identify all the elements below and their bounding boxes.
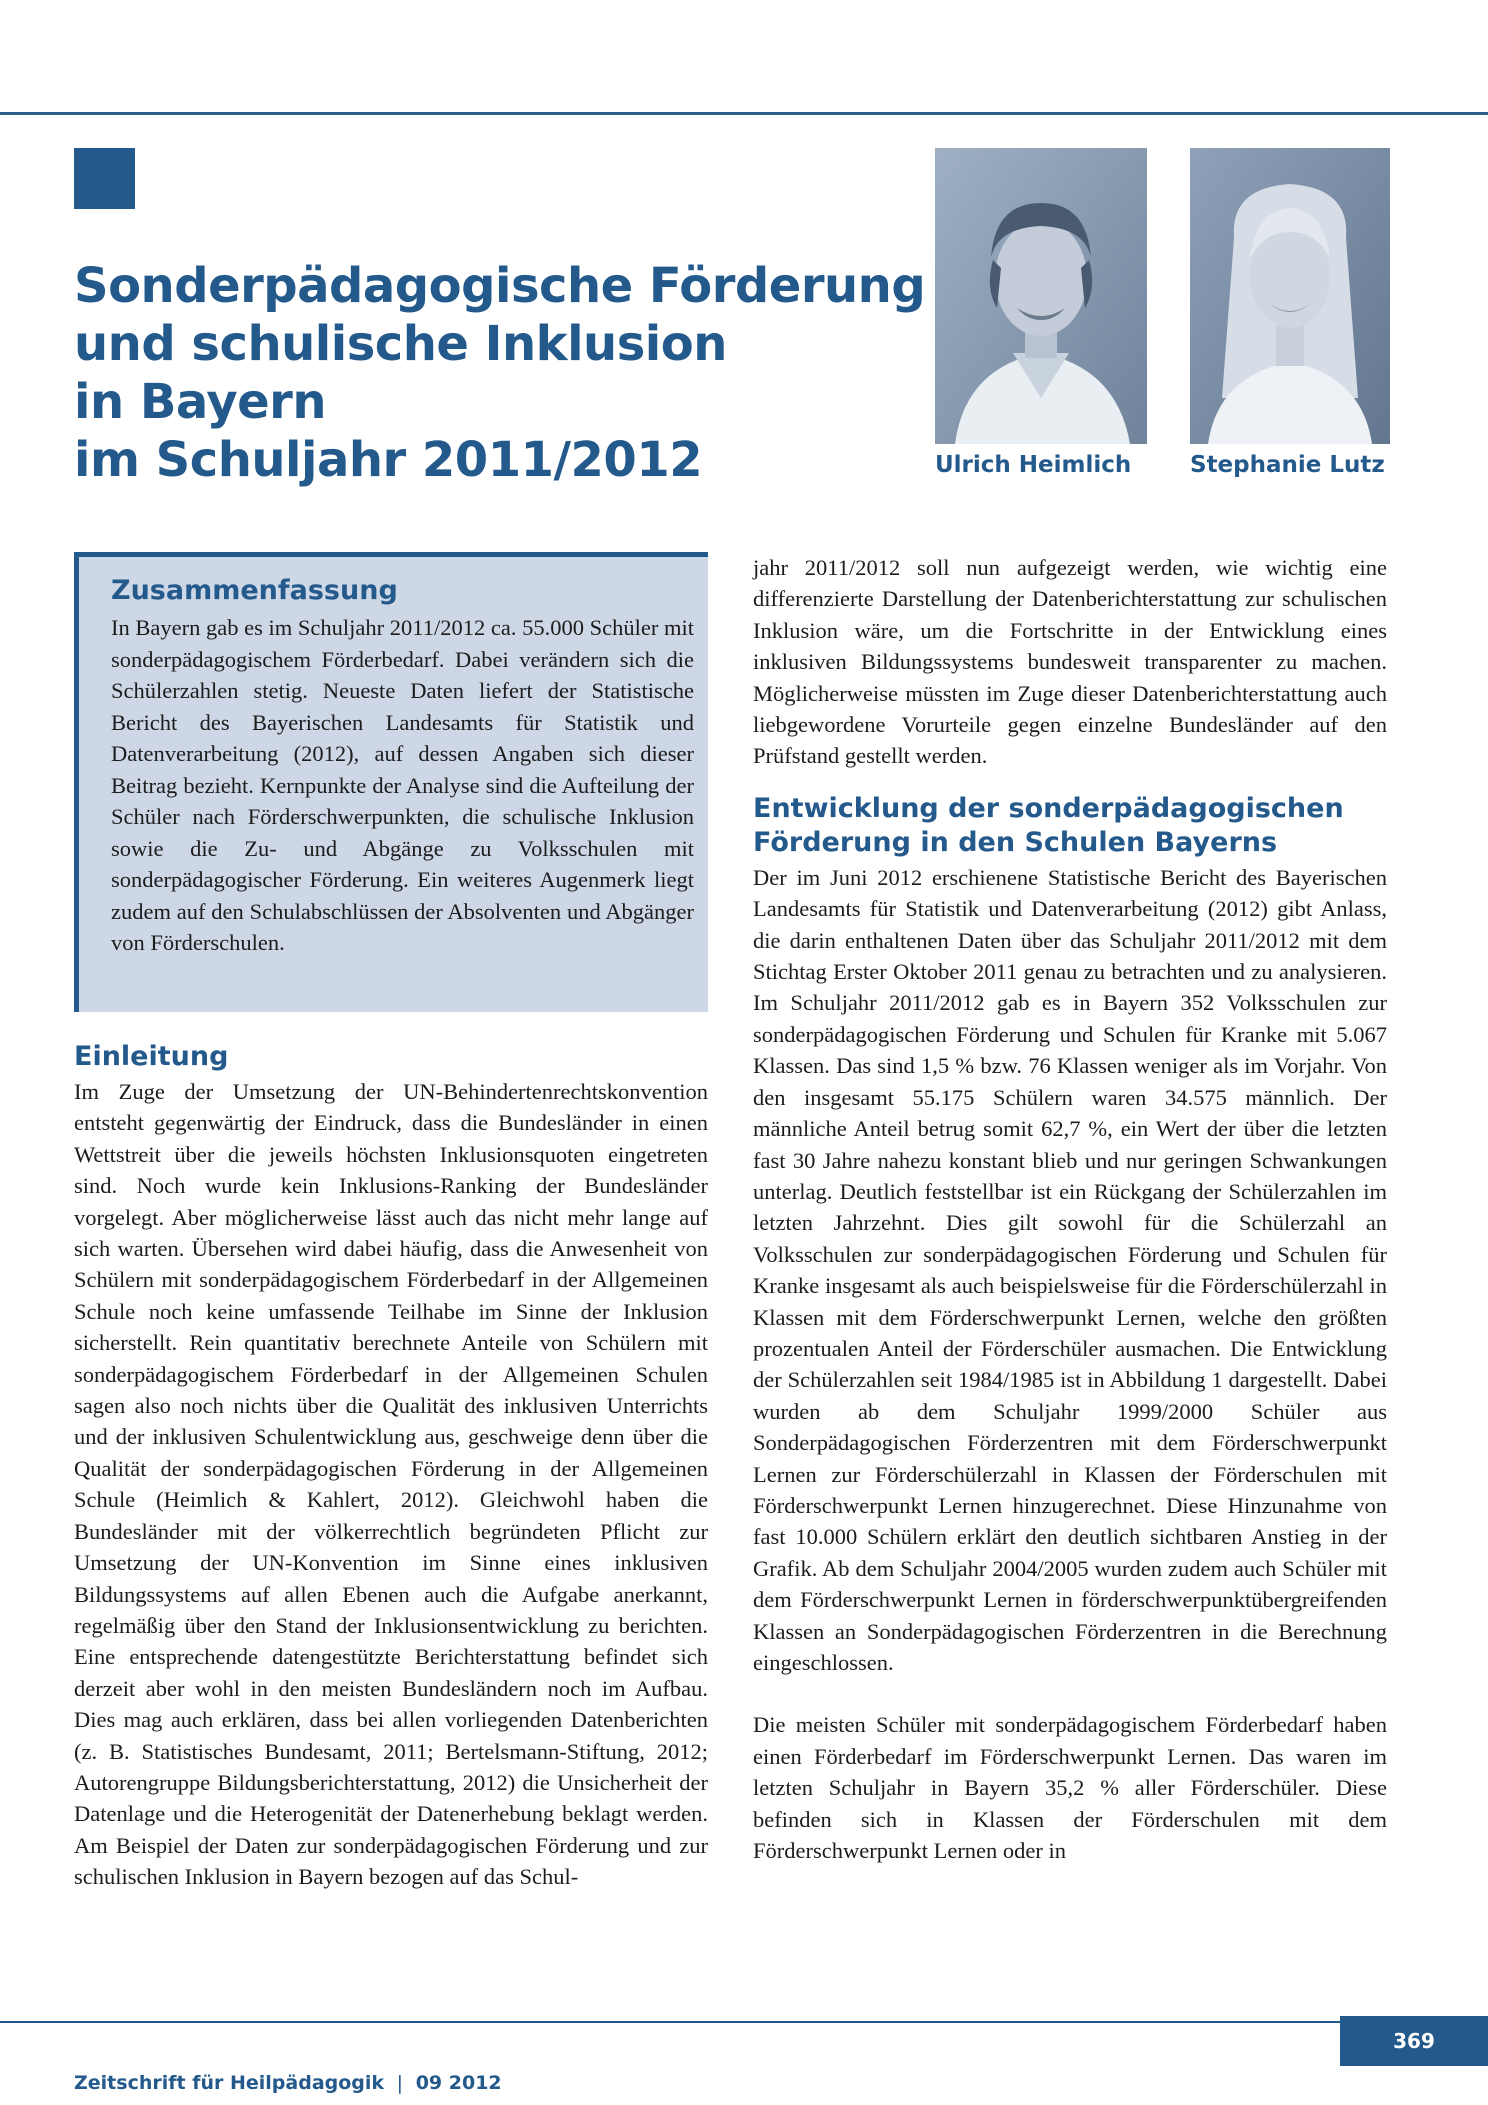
top-rule <box>0 112 1488 115</box>
section-heading: Entwicklung der sonderpädagogischen Förderung in den Schulen Bayerns <box>753 792 1344 858</box>
issue-number: 09 2012 <box>415 2072 502 2094</box>
title-line: im Schuljahr 2011/2012 <box>74 432 703 488</box>
abstract-heading: Zusammenfassung <box>111 575 398 606</box>
page-number: 369 <box>1340 2016 1488 2066</box>
author-photo-lutz <box>1190 148 1390 444</box>
title-line: in Bayern <box>74 374 327 430</box>
author-photo-heimlich <box>935 148 1147 444</box>
intro-heading: Einleitung <box>74 1041 229 1072</box>
title-line: Sonderpädagogische Förderung <box>74 258 926 314</box>
left-column <box>74 1040 708 1893</box>
journal-name: Zeitschrift für Heilpädagogik <box>74 2072 385 2094</box>
abstract-box <box>74 552 708 1012</box>
footer-separator: | <box>396 2072 404 2094</box>
article-title <box>74 257 934 489</box>
author-name: Ulrich Heimlich <box>935 452 1132 478</box>
body-paragraph: Der im Juni 2012 erschienene Statistische Bericht des Bayerischen Landesamts für Statistik und Datenverarbeitung (2012) gibt Anlass, die darin enthaltenen Daten über das Schuljahr 2011/2012 mit dem Stichtag Erster Oktober 2011 genau zu betrachten und zu analysieren. Im Schuljahr 2011/2012 gab es in Bayern 352 Volksschulen zur sonderpädagogischen Förderung und Schulen für Kranke mit 5.067 Klassen. Das sind 1,5 % bzw. 76 Klassen weniger als im Vorjahr. Von den insgesamt 55.175 Schülern waren 34.575 männlich. Der männliche Anteil betrug somit 62,7 %, ein Wert der über die letzten fast 30 Jahre nahezu konstant blieb und nur geringen Schwankungen unterlag. Deutlich feststellbar ist ein Rückgang der Schülerzahlen im letzten Jahrzehnt. Dies gilt sowohl für die Schülerzahl an Volksschulen zur sonderpädagogischen Förderung und Schulen für Kranke insgesamt als auch beispielsweise für die Förderschülerzahl in Klassen mit dem Förderschwerpunkt Lernen, welche den größten prozentualen Anteil der Förderschüler ausmachen. Die Entwicklung der Schülerzahlen seit 1984/1985 ist in Abbildung 1 dargestellt. Dabei wurden ab dem Schuljahr 1999/2000 Schüler aus Sonderpädagogischen Förderzentren mit dem Förderschwerpunkt Lernen zur Förderschülerzahl in Klassen der Förderschulen mit Förderschwerpunkt Lernen hinzugerechnet. Diese Hinzunahme von fast 10.000 Schülern erklärt den deutlich sichtbaren Anstieg in der Grafik. Ab dem Schuljahr 2004/2005 wurden zudem auch Schüler mit dem Förderschwerpunkt Lernen in förderschwerpunktübergreifenden Klassen an Sonderpädagogischen Förderzentren in die Berechnung eingeschlossen. <box>753 864 1387 1675</box>
footer-rule <box>0 2021 1340 2023</box>
author-name: Stephanie Lutz <box>1190 452 1385 478</box>
intro-text: Im Zuge der Umsetzung der UN-Behindertenrechtskonvention entsteht gegenwärtig der Eindruck, dass die Bundesländer in einen Wettstreit über die jeweils höchsten Inklusionsquoten eingetreten sind. Noch wurde kein Inklusions-Ranking der Bundesländer vorgelegt. Aber möglicherweise lässt auch das nicht mehr lange auf sich warten. Übersehen wird dabei häufig, dass die Anwesenheit von Schülern mit sonderpädagogischem Förderbedarf in der Allgemeinen Schule noch keine umfassende Teilhabe im Sinne der Inklusion sicherstellt. Rein quantitativ berechnete Anteile von Schülern mit sonderpädagogischem Förderbedarf in der Allgemeinen Schulen sagen also noch nichts über die Qualität des inklusiven Unterrichts und der inklusiven Schulentwicklung aus, geschweige denn über die Qualität der sonderpädagogischen Förderung in der Allgemeinen Schule (Heimlich & Kahlert, 2012). Gleichwohl haben die Bundesländer mit der völkerrechtlich begründeten Pflicht zur Umsetzung der UN-Konvention im Sinne eines inklusiven Bildungssystems auf allen Ebenen auch die Aufgabe anerkannt, regelmäßig über den Stand der Inklusionsentwicklung zu berichten. Eine entsprechende datengestützte Berichterstattung befindet sich derzeit aber wohl in den meisten Bundesländern noch im Aufbau. Dies mag auch erklären, dass bei allen vorliegenden Datenberichten (z. B. Statistisches Bundesamt, 2011; Bertelsmann-Stiftung, 2012; Autorengruppe Bildungsberichterstattung, 2012) die Unsicherheit der Datenlage und die Heterogenität der Datenerhebung beklagt werden. Am Beispiel der Daten zur sonderpädagogischen Förderung und zur schulischen Inklusion in Bayern bezogen auf das Schul- <box>74 1079 708 1890</box>
footer-citation <box>74 2072 502 2094</box>
right-column <box>753 552 1387 1866</box>
abstract-text: In Bayern gab es im Schuljahr 2011/2012 ca. 55.000 Schüler mit sonderpädagogischem Förderbedarf. Dabei verändern sich die Schülerzahlen stetig. Neueste Daten liefert der Statistische Bericht des Bayerischen Landesamts für Statistik und Datenverarbeitung (2012), auf dessen Angaben sich dieser Beitrag bezieht. Kernpunkte der Analyse sind die Aufteilung der Schüler nach Förderschwerpunkten, die schulische Inklusion sowie die Zu- und Abgänge zu Volksschulen mit sonderpädagogischer Förderung. Ein weiteres Augenmerk liegt zudem auf den Schulabschlüssen der Absolventen und Abgänger von Förderschulen. <box>111 615 694 955</box>
title-line: und schulische Inklusion <box>74 316 727 372</box>
decorative-square <box>74 148 135 209</box>
continuation-text: jahr 2011/2012 soll nun aufgezeigt werden, wie wichtig eine differenzierte Darstellung der Datenberichterstattung zur schulischen Inklusion wäre, um die Fortschritte in der Entwicklung eines inklusiven Bildungssystems bundesweit transparenter zu machen. Möglicherweise müssten im Zuge dieser Datenberichterstattung auch liebgewordene Vorurteile gegen einzelne Bundesländer auf den Prüfstand gestellt werden. <box>753 555 1387 769</box>
body-paragraph: Die meisten Schüler mit sonderpädagogischem Förderbedarf haben einen Förderbedarf im Förderschwerpunkt Lernen. Das waren im letzten Schuljahr in Bayern 35,2 % aller Förderschüler. Diese befinden sich in Klassen der Förderschulen mit dem Förderschwerpunkt Lernen oder in <box>753 1712 1387 1864</box>
